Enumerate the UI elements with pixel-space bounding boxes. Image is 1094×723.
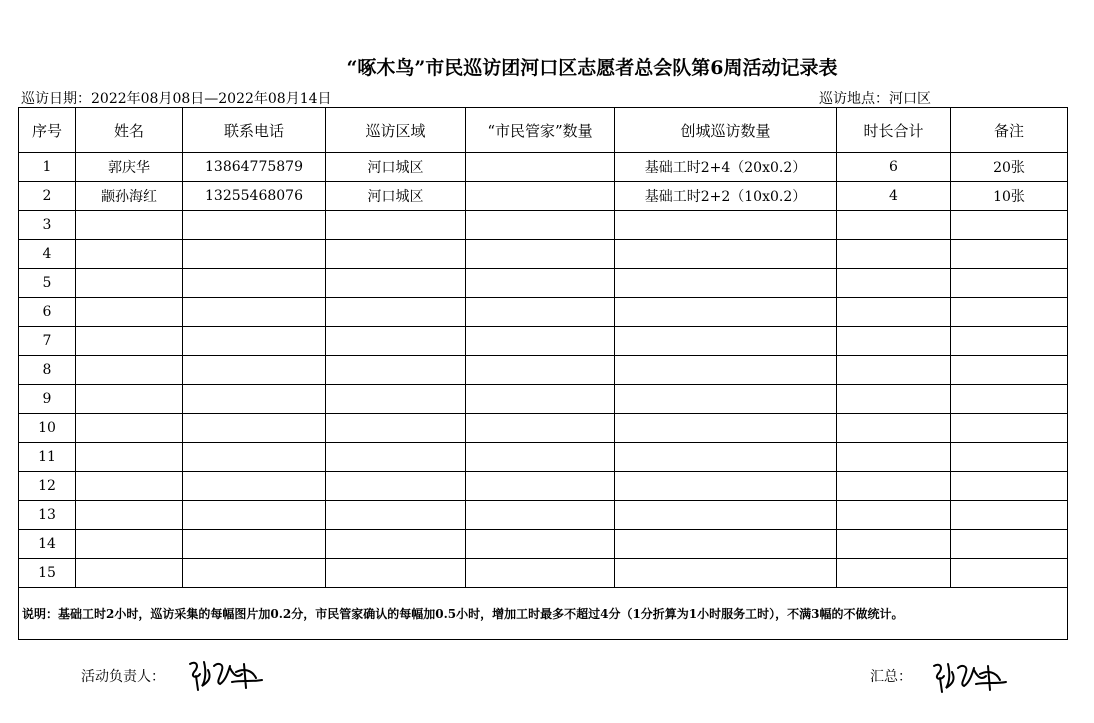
cell-phone bbox=[183, 414, 326, 443]
table-row bbox=[19, 356, 1068, 385]
cell-area bbox=[326, 385, 466, 414]
visit-location: 巡访地点：河口区 bbox=[819, 91, 931, 107]
cell-remark bbox=[951, 530, 1068, 559]
cell-visits bbox=[615, 472, 837, 501]
cell-name bbox=[76, 559, 183, 588]
header-name: 姓名 bbox=[76, 108, 183, 153]
cell-phone bbox=[183, 327, 326, 356]
cell-visits: 基础工时2+4（20x0.2） bbox=[615, 153, 837, 182]
cell-visits bbox=[615, 327, 837, 356]
table-row bbox=[19, 327, 1068, 356]
cell-area bbox=[326, 298, 466, 327]
header-visits: 创城巡访数量 bbox=[615, 108, 837, 153]
note-row bbox=[19, 588, 1068, 640]
table-row bbox=[19, 298, 1068, 327]
cell-visits bbox=[615, 356, 837, 385]
cell-hours bbox=[837, 240, 951, 269]
cell-remark bbox=[951, 443, 1068, 472]
cell-remark: 10张 bbox=[951, 182, 1068, 211]
cell-name bbox=[76, 530, 183, 559]
table-row bbox=[19, 240, 1068, 269]
cell-area bbox=[326, 356, 466, 385]
cell-steward bbox=[466, 153, 615, 182]
cell-no: 9 bbox=[19, 385, 76, 414]
table-row bbox=[19, 559, 1068, 588]
cell-phone bbox=[183, 530, 326, 559]
cell-no: 14 bbox=[19, 530, 76, 559]
cell-visits bbox=[615, 298, 837, 327]
summary-signature bbox=[930, 658, 1008, 702]
cell-no: 15 bbox=[19, 559, 76, 588]
cell-visits bbox=[615, 501, 837, 530]
cell-visits bbox=[615, 443, 837, 472]
header-steward: “市民管家”数量 bbox=[466, 108, 615, 153]
cell-remark bbox=[951, 211, 1068, 240]
cell-remark bbox=[951, 356, 1068, 385]
cell-area: 河口城区 bbox=[326, 153, 466, 182]
cell-steward bbox=[466, 240, 615, 269]
cell-area bbox=[326, 414, 466, 443]
cell-steward bbox=[466, 443, 615, 472]
cell-name bbox=[76, 414, 183, 443]
cell-no: 11 bbox=[19, 443, 76, 472]
cell-remark bbox=[951, 298, 1068, 327]
page-title: “啄木鸟”市民巡访团河口区志愿者总会队第6周活动记录表 bbox=[346, 57, 838, 79]
cell-name: 颛孙海红 bbox=[76, 182, 183, 211]
cell-phone: 13864775879 bbox=[183, 153, 326, 182]
cell-remark bbox=[951, 501, 1068, 530]
cell-area bbox=[326, 472, 466, 501]
cell-remark bbox=[951, 240, 1068, 269]
cell-area bbox=[326, 443, 466, 472]
cell-hours: 6 bbox=[837, 153, 951, 182]
cell-name bbox=[76, 211, 183, 240]
cell-name bbox=[76, 501, 183, 530]
responsible-signature bbox=[186, 656, 264, 700]
cell-phone bbox=[183, 211, 326, 240]
cell-hours bbox=[837, 385, 951, 414]
cell-hours bbox=[837, 530, 951, 559]
table-row bbox=[19, 530, 1068, 559]
cell-remark bbox=[951, 414, 1068, 443]
cell-area bbox=[326, 211, 466, 240]
cell-steward bbox=[466, 472, 615, 501]
cell-steward bbox=[466, 414, 615, 443]
cell-area bbox=[326, 327, 466, 356]
cell-hours: 4 bbox=[837, 182, 951, 211]
cell-visits bbox=[615, 559, 837, 588]
cell-steward bbox=[466, 501, 615, 530]
cell-area bbox=[326, 269, 466, 298]
cell-no: 13 bbox=[19, 501, 76, 530]
table-row bbox=[19, 501, 1068, 530]
table-row bbox=[19, 472, 1068, 501]
cell-name bbox=[76, 472, 183, 501]
cell-steward bbox=[466, 269, 615, 298]
cell-name bbox=[76, 327, 183, 356]
header-hours: 时长合计 bbox=[837, 108, 951, 153]
activity-record-table bbox=[18, 107, 1068, 640]
cell-no: 7 bbox=[19, 327, 76, 356]
header-phone: 联系电话 bbox=[183, 108, 326, 153]
cell-steward bbox=[466, 182, 615, 211]
cell-steward bbox=[466, 298, 615, 327]
cell-no: 12 bbox=[19, 472, 76, 501]
cell-hours bbox=[837, 443, 951, 472]
cell-hours bbox=[837, 269, 951, 298]
cell-visits bbox=[615, 385, 837, 414]
cell-area bbox=[326, 240, 466, 269]
cell-phone bbox=[183, 472, 326, 501]
cell-hours bbox=[837, 356, 951, 385]
cell-no: 5 bbox=[19, 269, 76, 298]
cell-steward bbox=[466, 530, 615, 559]
cell-no: 3 bbox=[19, 211, 76, 240]
table-row bbox=[19, 385, 1068, 414]
cell-visits bbox=[615, 414, 837, 443]
cell-steward bbox=[466, 356, 615, 385]
cell-no: 8 bbox=[19, 356, 76, 385]
cell-hours bbox=[837, 414, 951, 443]
cell-no: 2 bbox=[19, 182, 76, 211]
cell-steward bbox=[466, 559, 615, 588]
cell-phone bbox=[183, 443, 326, 472]
cell-hours bbox=[837, 327, 951, 356]
cell-name bbox=[76, 298, 183, 327]
cell-hours bbox=[837, 501, 951, 530]
cell-visits: 基础工时2+2（10x0.2） bbox=[615, 182, 837, 211]
cell-no: 6 bbox=[19, 298, 76, 327]
table-row bbox=[19, 443, 1068, 472]
header-remark: 备注 bbox=[951, 108, 1068, 153]
cell-visits bbox=[615, 240, 837, 269]
table-row bbox=[19, 182, 1068, 211]
table-row bbox=[19, 211, 1068, 240]
summary-label: 汇总： bbox=[870, 669, 912, 685]
header-no: 序号 bbox=[19, 108, 76, 153]
cell-hours bbox=[837, 298, 951, 327]
cell-hours bbox=[837, 559, 951, 588]
table-row bbox=[19, 153, 1068, 182]
cell-hours bbox=[837, 472, 951, 501]
cell-hours bbox=[837, 211, 951, 240]
cell-phone bbox=[183, 356, 326, 385]
table-row bbox=[19, 269, 1068, 298]
cell-area bbox=[326, 559, 466, 588]
cell-name: 郭庆华 bbox=[76, 153, 183, 182]
cell-phone bbox=[183, 298, 326, 327]
cell-phone bbox=[183, 385, 326, 414]
table-header-row bbox=[19, 108, 1068, 153]
cell-no: 4 bbox=[19, 240, 76, 269]
cell-remark bbox=[951, 385, 1068, 414]
header-area: 巡访区域 bbox=[326, 108, 466, 153]
cell-steward bbox=[466, 211, 615, 240]
cell-remark bbox=[951, 269, 1068, 298]
responsible-label: 活动负责人： bbox=[81, 669, 165, 685]
cell-name bbox=[76, 269, 183, 298]
cell-name bbox=[76, 240, 183, 269]
cell-visits bbox=[615, 211, 837, 240]
cell-phone: 13255468076 bbox=[183, 182, 326, 211]
cell-area: 河口城区 bbox=[326, 182, 466, 211]
cell-remark: 20张 bbox=[951, 153, 1068, 182]
cell-remark bbox=[951, 472, 1068, 501]
cell-name bbox=[76, 385, 183, 414]
cell-no: 1 bbox=[19, 153, 76, 182]
note-text: 说明：基础工时2小时，巡访采集的每幅图片加0.2分，市民管家确认的每幅加0.5小时，增加工时最多不超过4分（1分折算为1小时服务工时），不满3幅的不做统计。 bbox=[19, 588, 1068, 640]
table-row bbox=[19, 414, 1068, 443]
cell-area bbox=[326, 530, 466, 559]
cell-no: 10 bbox=[19, 414, 76, 443]
cell-visits bbox=[615, 530, 837, 559]
cell-phone bbox=[183, 559, 326, 588]
cell-remark bbox=[951, 559, 1068, 588]
cell-name bbox=[76, 443, 183, 472]
cell-remark bbox=[951, 327, 1068, 356]
cell-visits bbox=[615, 269, 837, 298]
cell-phone bbox=[183, 269, 326, 298]
cell-steward bbox=[466, 327, 615, 356]
cell-area bbox=[326, 501, 466, 530]
cell-phone bbox=[183, 501, 326, 530]
visit-date: 巡访日期：2022年08月08日—2022年08月14日 bbox=[21, 91, 332, 107]
cell-steward bbox=[466, 385, 615, 414]
cell-phone bbox=[183, 240, 326, 269]
cell-name bbox=[76, 356, 183, 385]
